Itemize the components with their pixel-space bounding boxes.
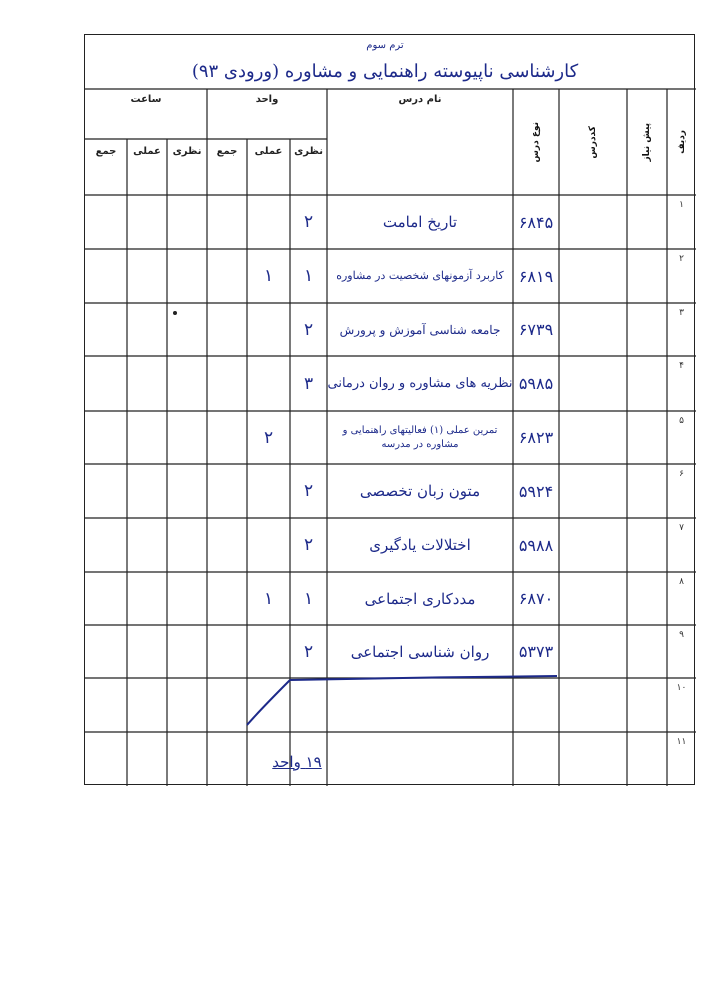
header-course-type-cell [513, 89, 559, 195]
subheader-units-practical: عملی [254, 145, 283, 157]
total-units: ۱۹ واحد [272, 753, 322, 771]
course-code-value: ۵۳۷۳ [518, 642, 554, 661]
theory-units-value: ۲ [303, 535, 314, 555]
course-code-value: ۵۹۲۴ [518, 481, 554, 501]
practical-units-value: ۱ [263, 588, 274, 609]
theory-units-value: ۲ [303, 481, 314, 501]
row-number: ۴ [679, 361, 684, 371]
course-name-value: کاربرد آزمونهای شخصیت در مشاوره [336, 269, 504, 282]
theory-units-value: ۲ [303, 319, 314, 340]
header-hours: ساعت [130, 93, 162, 105]
row-number: ۱۱ [676, 737, 687, 747]
practical-units-value: ۱ [263, 266, 274, 286]
course-code-value: ۶۸۲۳ [518, 428, 554, 447]
subheader-hours-practical: عملی [133, 145, 161, 157]
course-name-value: جامعه شناسی آموزش و پرورش [339, 322, 501, 337]
header-course-name: نام درس [398, 93, 442, 105]
header-course-code-cell [559, 89, 627, 195]
theory-units-value: ۱ [303, 266, 314, 286]
page-title: کارشناسی ناپیوسته راهنمایی و مشاوره (ورودی ۹۳) [191, 60, 579, 82]
handwritten-strikethrough [247, 676, 557, 725]
course-code-value: ۵۹۸۵ [518, 374, 554, 393]
course-name-value: نظریه های مشاوره و روان درمانی [327, 376, 513, 391]
header-row-cell [667, 89, 696, 195]
row-number: ۱ [679, 200, 684, 210]
subheader-hours-total: جمع [95, 145, 117, 157]
row-number: ۱۰ [676, 683, 687, 693]
row-number: ۶ [679, 469, 684, 479]
header-units: واحد [255, 93, 279, 105]
subheader-units-total: جمع [216, 145, 238, 157]
course-code-value: ۶۷۳۹ [518, 320, 554, 339]
theory-units-value: ۱ [303, 588, 314, 609]
course-name-value: متون زبان تخصصی [359, 482, 481, 500]
subheader-units-theory: نظری [294, 145, 323, 157]
practical-units-value: ۲ [263, 427, 274, 448]
header-course-code: کددرس [588, 125, 598, 159]
subheader-hours-theory: نظری [172, 145, 202, 157]
header-course-type: نوع درس [531, 121, 541, 163]
row-number: ۸ [679, 577, 684, 587]
theory-units-value: ۲ [303, 641, 314, 662]
row-number: ۲ [679, 254, 684, 264]
course-code-value: ۵۹۸۸ [518, 535, 554, 555]
row-number: ۳ [679, 308, 684, 318]
row-number: ۷ [679, 523, 684, 533]
ink-dot [173, 311, 177, 315]
course-code-value: ۶۸۷۰ [518, 589, 554, 608]
course-name-value: مددکاری اجتماعی [364, 589, 476, 608]
header-prereq-cell [627, 89, 667, 195]
course-code-value: ۶۸۴۵ [518, 212, 554, 232]
header-prerequisite: پیش نیاز [642, 122, 652, 162]
course-table [84, 34, 695, 785]
term-label: ترم سوم [366, 39, 404, 51]
course-name-value: تمرین عملی (۱) فعالیتهای راهنمایی و مشاوره در مدرسه [342, 424, 498, 450]
theory-units-value: ۲ [303, 212, 314, 232]
theory-units-value: ۳ [303, 373, 314, 394]
header-row-number: ردیف [676, 130, 687, 154]
course-name-value: روان شناسی اجتماعی [350, 642, 490, 661]
course-name-value: تاریخ امامت [382, 213, 458, 231]
row-number: ۵ [679, 416, 684, 426]
course-name-value: اختلالات یادگیری [369, 536, 471, 554]
row-number: ۹ [679, 630, 684, 640]
course-code-value: ۶۸۱۹ [518, 266, 554, 286]
